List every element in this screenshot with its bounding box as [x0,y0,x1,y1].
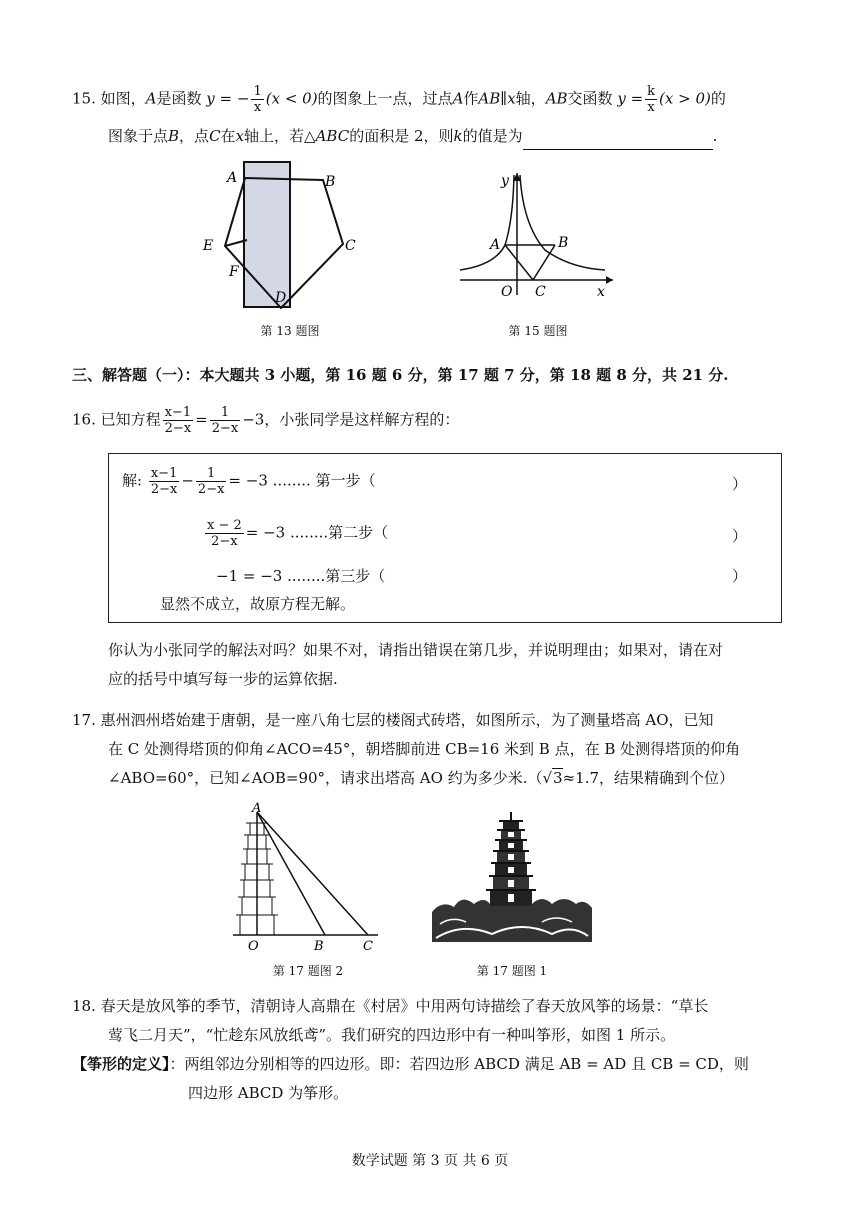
q18-text: 春天是放风筝的季节，清朝诗人高鼎在《村居》中用两句诗描绘了春天放风筝的场景：“草长 [100,997,709,1015]
q15-text: 轴， [515,89,546,108]
definition-text: ：两组邻边分别相等的四边形。即：若四边形 ABCD 满足 AB = AD 且 CB = CD，则 [169,1055,749,1073]
q15-var: k [453,127,463,145]
fraction-denominator: 2−x [211,421,239,436]
q15-text: 在 [220,127,236,145]
q15-text: 图象于点 [108,127,169,145]
label-C: C [363,939,373,954]
label-C: C [535,284,546,300]
label-B: B [558,235,569,251]
x-axis-arrow [606,276,613,284]
q15-text: ，点 [179,127,210,145]
curve-right [520,175,605,270]
label-B: B [325,174,336,190]
q15-text: 如图， [100,89,146,108]
formula-condition: (x < 0) [265,89,318,108]
figure-15 [455,165,620,300]
q15-text: 轴上，若 [244,127,305,145]
bracket-close: ） [732,527,748,545]
solution-step-2 [203,518,388,549]
sqrt-argument: 3 [553,769,563,787]
q15-var: x [235,127,245,145]
q15-var: AB [545,89,568,108]
label-D: D [275,290,287,306]
q17-line2: 在 C 处测得塔顶的仰角∠ACO=45°，朝塔脚前进 CB=16 米到 B 点，在 B 处测得塔顶的仰角 [108,740,741,758]
answer-blank [523,133,713,150]
q17-text: ≈1.7，结果精确到个位） [562,769,735,787]
q16-question-line1: 你认为小张同学的解法对吗？如果不对，请指出错误在第几步，并说明理由；如果对，请在对 [108,641,724,659]
q15-line2 [108,122,717,150]
q15-text: 的图象上一点，过点 [317,89,453,108]
segment-AB [257,812,325,935]
q17-line3 [108,764,734,792]
solution-conclusion: 显然不成立，故原方程无解。 [160,595,356,613]
q15-text: 作 [463,89,479,108]
step-label: 第二步（ [328,523,389,542]
fraction-denominator: 2−x [197,482,225,497]
q17-text: ∠ABO=60°，已知∠AOB=90°，请求出塔高 AO 约为多少米.（ [108,769,543,787]
q15-var: △ABC [304,127,350,145]
q15-var: AB∥x [478,89,516,108]
q17-text: 惠州泗州塔始建于唐朝，是一座八角七层的楼阁式砖塔，如图所示，为了测量塔高 AO，已知 [100,711,714,729]
fraction-denominator: 2−x [164,421,192,436]
figure-13-caption: 第 13 题图 [260,324,320,338]
solution-label: 解: [122,471,143,490]
label-O: O [501,284,513,300]
bracket-close: ） [732,567,748,585]
q16-text: 已知方程 [100,410,161,429]
q15-text: . [712,127,718,145]
step-label: 第一步（ [315,471,376,490]
q15-text: 是函数 [156,89,202,108]
question-number: 18. [72,997,96,1015]
section-heading: 三、解答题（一）：本大题共 3 小题，第 16 题 6 分，第 17 题 7 分，第 18 题 8 分，共 21 分. [72,366,729,384]
fraction-denominator: x [253,100,262,115]
q18-line2: 莺飞二月天”，“忙趁东风放纸鸢”。我们研究的四边形中有一种叫筝形，如图 1 所示。 [108,1026,676,1044]
step-text: − [181,471,194,490]
formula-condition: (x > 0) [659,89,711,108]
segment-BC [533,245,555,280]
q16-question-line2: 应的括号中填写每一步的运算依据. [108,670,338,688]
formula-part: y = − [206,89,250,108]
fraction-numerator: 1 [196,466,227,482]
label-C: C [345,238,356,254]
page-footer: 数学试题 第 3 页 共 6 页 [351,1153,509,1169]
fraction [196,466,227,497]
fraction-denominator: 2−x [211,534,238,549]
fraction-denominator: 2−x [150,482,178,497]
fraction-numerator: x−1 [150,466,178,481]
rectangle-strip [244,162,290,307]
q16-text: ，小张同学是这样解方程的： [264,410,460,429]
label-A: A [227,170,238,186]
q17-line1 [72,706,714,734]
q16-text: = [195,410,208,429]
figure-15-caption: 第 15 题图 [508,324,568,338]
fraction-numerator: 1 [210,405,241,421]
solution-step-1 [122,466,376,497]
sqrt-sign: √ [542,769,553,787]
curve-left [460,175,514,270]
segment-AC [505,245,533,280]
fraction [251,84,263,115]
q15-var: A [145,89,157,108]
q15-text: 的面积是 2，则 [349,127,454,145]
q15-var: A [452,89,464,108]
fraction-numerator: x−1 [164,405,192,420]
q16-text: −3 [242,410,265,429]
q15-text: 的值是为 [462,127,523,145]
fraction [210,405,241,436]
label-B: B [314,939,324,954]
q15-var: C [209,127,221,145]
fraction [645,84,657,115]
question-number: 16. [72,410,96,429]
pagoda-illustration [432,812,592,942]
formula-part: y = [617,89,644,108]
figure-13 [195,160,380,315]
figure-17-1-caption: 第 17 题图 1 [476,964,548,978]
label-A: A [490,237,501,253]
fraction-numerator: k [647,84,656,99]
q15-line1 [72,84,726,115]
fraction-numerator: x − 2 [207,518,242,533]
fraction-numerator: 1 [253,84,262,99]
step-dots: ........ [287,567,326,585]
q18-definition-line2: 四边形 ABCD 为筝形。 [188,1084,349,1102]
figure-17-2-caption: 第 17 题图 2 [272,964,344,978]
label-F: F [229,264,239,280]
q18-line1 [72,992,708,1020]
question-number: 15. [72,89,96,108]
step-text: −1 = −3 [216,567,283,585]
q16-line1 [72,405,459,436]
fraction-denominator: x [647,100,655,115]
definition-label: 【筝形的定义】 [72,1055,170,1073]
figure-17-1 [432,812,592,944]
step-dots: ........ [272,471,311,490]
figure-17-2 [228,800,388,955]
fraction [205,518,244,549]
label-O: O [248,939,259,954]
label-A: A [252,801,262,816]
label-E: E [203,238,214,254]
solution-step-3 [216,562,385,590]
question-number: 17. [72,711,96,729]
label-x: x [597,284,605,300]
label-y: y [501,173,509,189]
step-text: = −3 [245,523,286,542]
q15-var: B [168,127,180,145]
fraction [149,466,180,497]
step-label: 第三步（ [325,567,386,585]
bracket-close: ） [732,475,748,493]
step-text: = −3 [228,471,268,490]
q15-text: 的 [710,89,726,108]
fraction [163,405,194,436]
step-dots: ........ [290,523,329,542]
q15-text: 交函数 [567,89,613,108]
q18-definition [72,1050,749,1078]
